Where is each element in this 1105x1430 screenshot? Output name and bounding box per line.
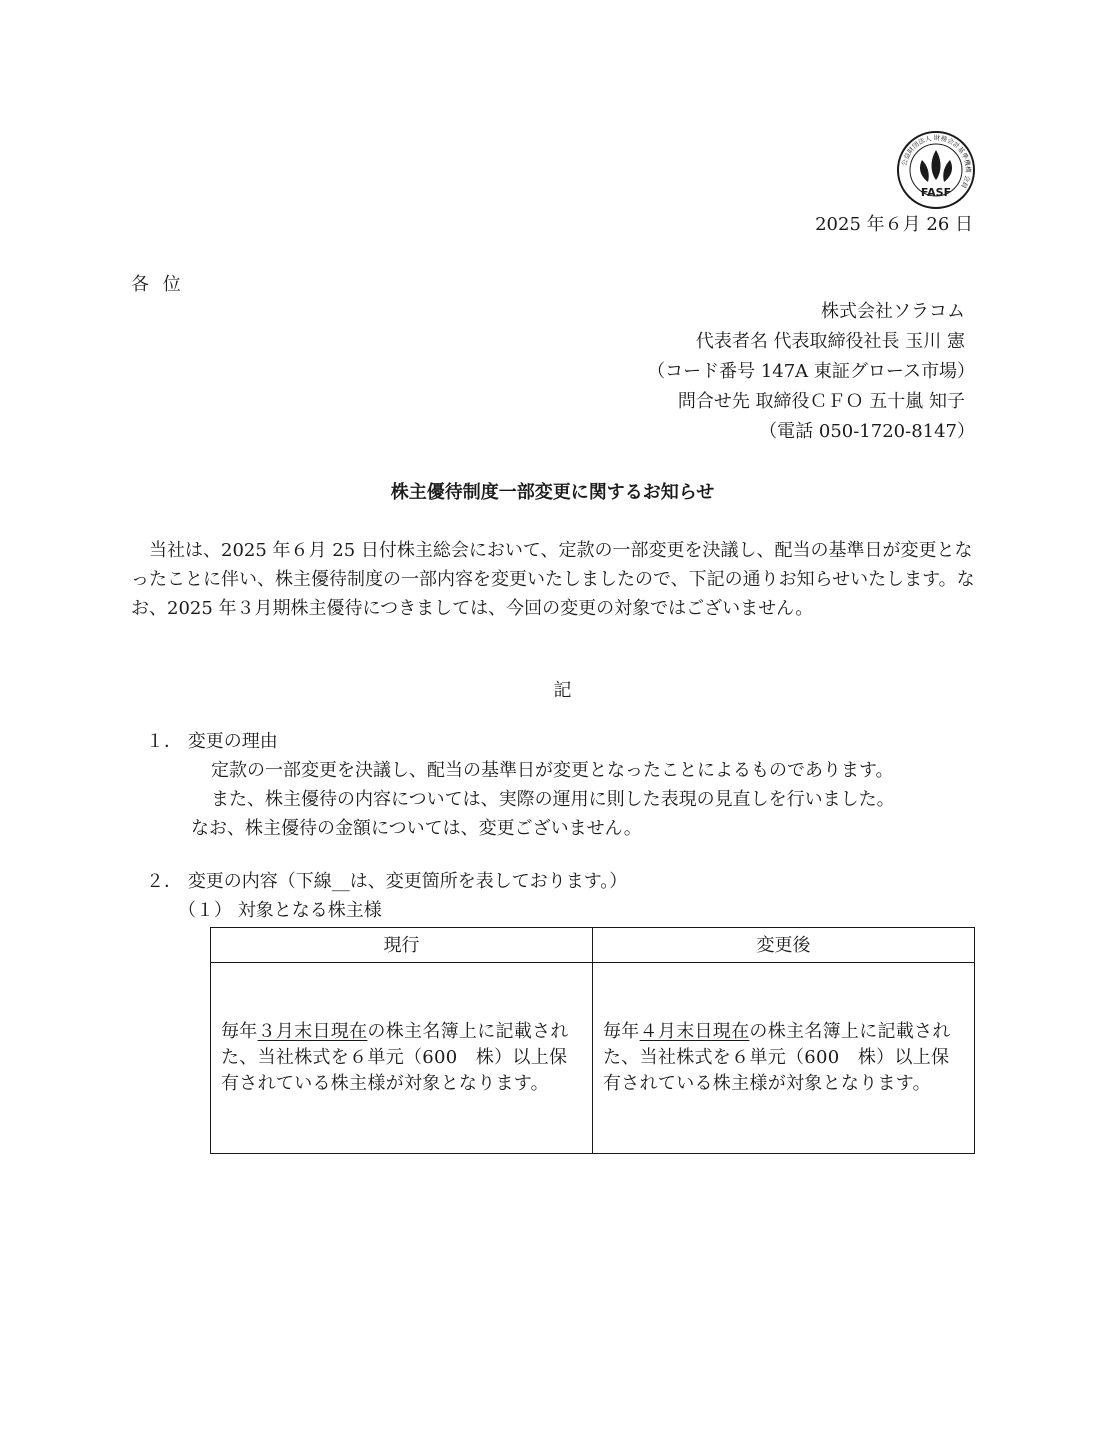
cell-current [211, 963, 593, 1154]
cell-current-suffix: の株主名簿上に記載された、当社株式を６単元（600 株）以上保有されている株主様が対象となります。 [221, 1021, 569, 1094]
cell-after [593, 963, 975, 1154]
reason-line-3: なお、株主優待の金額については、変更ございません。 [191, 818, 642, 839]
cell-current-underlined: ３月末日現在 [257, 1021, 368, 1042]
cell-current-prefix: 毎年 [221, 1021, 258, 1042]
document-title: 株主優待制度一部変更に関するお知らせ [390, 482, 715, 503]
section-reason [146, 727, 976, 843]
intro-text: 当社は、2025 年６月 25 日付株主総会において、定款の一部変更を決議し、配当の基準日が変更となったことに伴い、株主優待制度の一部内容を変更いたしましたので、下記の通りお知らせいたします。なお、2025 年３月期株主優待につきましては、今回の変更の対象ではございません。 [131, 540, 975, 619]
representative: 代表者名 代表取締役社長 玉川 憲 [695, 331, 965, 352]
addressee: 各 位 [131, 274, 185, 295]
contact-person: 問合せ先 取締役ＣＦＯ 五十嵐 知子 [677, 391, 965, 412]
cell-after-suffix: の株主名簿上に記載された、当社株式を６単元（600 株）以上保有されている株主様が対象となります。 [603, 1021, 951, 1094]
comparison-table [210, 927, 975, 1154]
table-row [211, 963, 975, 1154]
issuer-block [647, 297, 975, 447]
cell-after-prefix: 毎年 [603, 1021, 640, 1042]
reason-line-2: また、株主優待の内容については、実際の運用に則した表現の見直しを行いました。 [211, 789, 895, 810]
section-changes-heading: ２． 変更の内容（下線__は、変更箇所を表しております。） [146, 871, 628, 892]
cell-after-underlined: ４月末日現在 [639, 1021, 750, 1042]
header-after: 変更後 [593, 928, 975, 963]
logo-mark-text: FASF [920, 186, 952, 199]
logo-ring-text: 公益財団法人 財務会計基準機構 会員 [900, 133, 973, 190]
table-header-row [211, 928, 975, 963]
section-changes-subheading: （１） 対象となる株主様 [178, 900, 382, 921]
document-date: 2025 年６月 26 日 [815, 214, 973, 235]
stock-code: （コード番号 147A 東証グロース市場） [647, 361, 975, 382]
ki-marker: 記 [553, 680, 572, 701]
intro-paragraph [131, 536, 976, 623]
fasf-logo [896, 130, 976, 210]
section-changes [146, 867, 976, 925]
contact-phone: （電話 050-1720-8147） [759, 421, 975, 442]
company-name: 株式会社ソラコム [821, 301, 965, 322]
header-current: 現行 [211, 928, 593, 963]
reason-line-1: 定款の一部変更を決議し、配当の基準日が変更となったことによるものであります。 [211, 760, 894, 781]
section-reason-heading: １． 変更の理由 [146, 731, 278, 752]
